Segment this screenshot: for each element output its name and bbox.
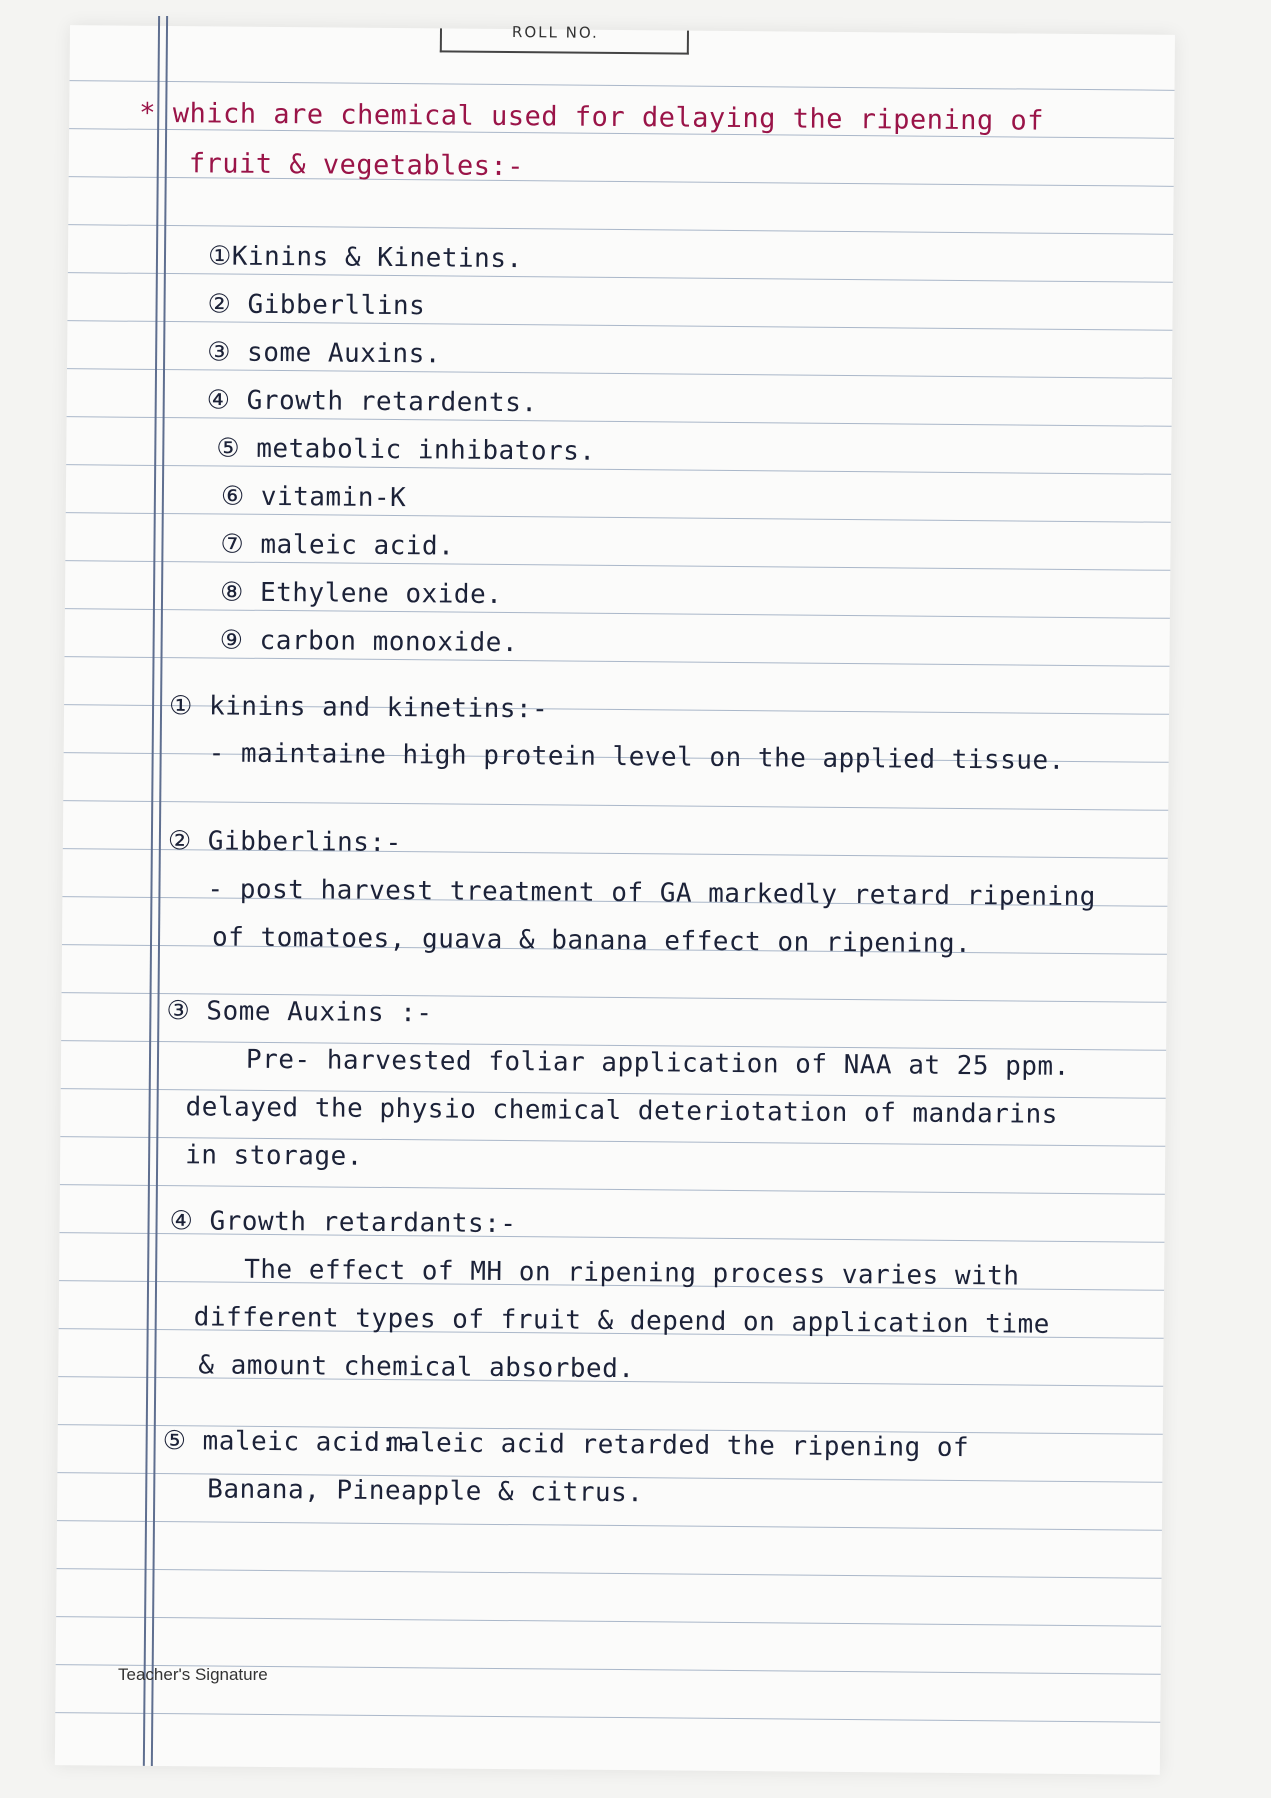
ruled-line — [60, 1184, 1165, 1195]
ruled-line — [67, 416, 1172, 427]
teacher-signature-label: Teacher's Signature — [118, 1665, 268, 1684]
roll-number-label: ROLL NO. — [511, 23, 599, 42]
section-text: Pre- harvested foliar application of NAA at 25 ppm. — [245, 1044, 1070, 1082]
section-text: & amount chemical absorbed. — [198, 1350, 635, 1385]
list-item: ③ some Auxins. — [207, 337, 442, 370]
ruled-line — [56, 1616, 1161, 1627]
list-item: ①Kinins & Kinetins. — [207, 241, 523, 275]
section-text: of tomatoes, guava & banana effect on ripening. — [211, 922, 972, 960]
margin-line-inner — [151, 16, 168, 1766]
ruled-line — [57, 1520, 1162, 1531]
section-text: The effect of MH on ripening process varies with — [244, 1254, 1020, 1292]
heading-line-2: fruit & vegetables:- — [188, 148, 525, 183]
section-text: in storage. — [185, 1140, 363, 1172]
ruled-line — [55, 1712, 1160, 1723]
ruled-line — [63, 800, 1168, 811]
ruled-line — [67, 320, 1172, 331]
section-text: maleic acid retarded the ripening of — [387, 1428, 970, 1464]
section-text: different types of fruit & depend on application time — [193, 1302, 1050, 1340]
section-title: ① kinins and kinetins:- — [168, 691, 549, 725]
ruled-line — [68, 272, 1173, 283]
list-item: ⑥ vitamin-K — [220, 481, 407, 514]
list-item: ⑤ metabolic inhibators. — [216, 433, 596, 467]
ruled-line — [65, 656, 1170, 667]
ruled-line — [66, 464, 1171, 475]
ruled-line — [65, 560, 1170, 571]
ruled-line — [57, 1568, 1162, 1579]
section-text: - post harvest treatment of GA markedly retard ripening — [207, 874, 1097, 913]
list-item: ② Gibberllins — [207, 289, 426, 322]
section-text: - maintaine high protein level on the applied tissue. — [208, 738, 1065, 776]
section-title: ② Gibberlins:- — [167, 826, 402, 859]
list-item: ⑨ carbon monoxide. — [219, 625, 519, 659]
ruled-line — [65, 608, 1170, 619]
heading-line-1: * which are chemical used for delaying the ripening of — [139, 97, 1045, 137]
section-title: ③ Some Auxins :- — [166, 996, 433, 1029]
section-title: ④ Growth retardants:- — [169, 1206, 517, 1240]
ruled-line — [67, 368, 1172, 379]
section-title: ⑤ maleic acid:- — [162, 1426, 413, 1459]
list-item: ⑦ maleic acid. — [220, 529, 455, 562]
ruled-line — [66, 512, 1171, 523]
list-item: ④ Growth retardents. — [206, 385, 538, 419]
section-text: Banana, Pineapple & citrus. — [207, 1474, 644, 1509]
list-item: ⑧ Ethylene oxide. — [219, 577, 503, 610]
section-text: delayed the physio chemical deteriotation of mandarins — [185, 1092, 1058, 1130]
ruled-line — [68, 224, 1173, 235]
ruled-line — [70, 80, 1175, 91]
notebook-page — [55, 25, 1175, 1775]
roll-number-box — [440, 23, 689, 54]
